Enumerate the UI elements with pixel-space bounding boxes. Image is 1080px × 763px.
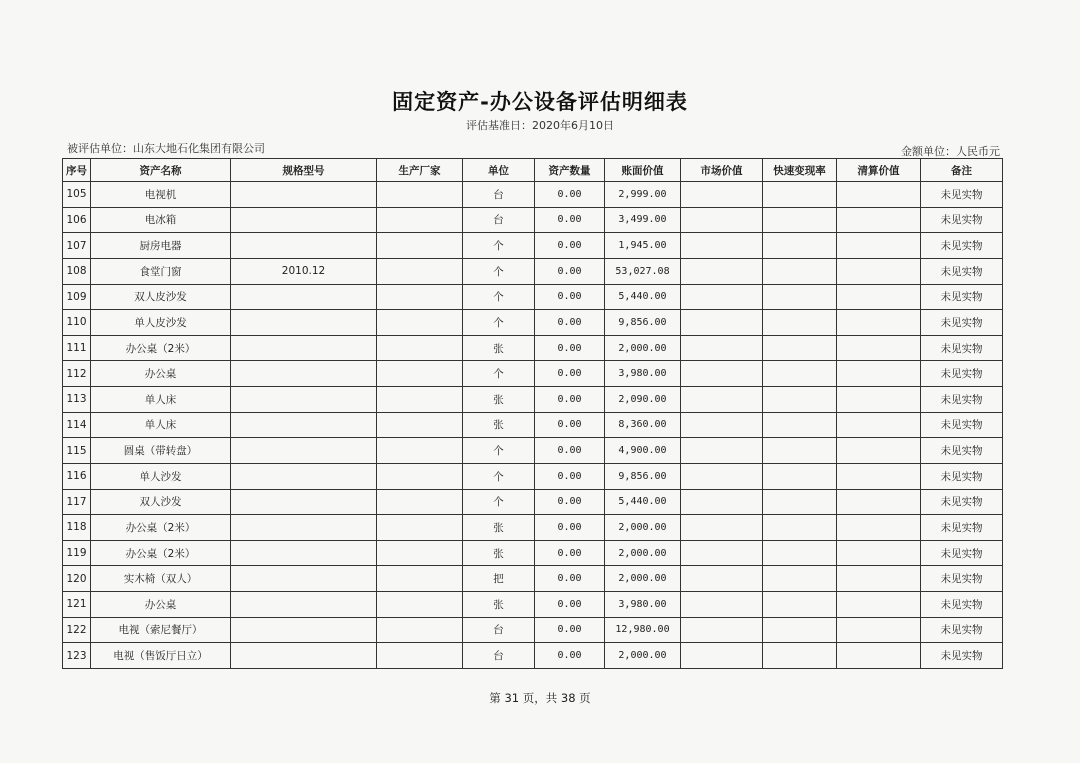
cell-liquidation-value bbox=[837, 361, 921, 387]
col-header-maker: 生产厂家 bbox=[377, 159, 463, 182]
cell-liquidation-value bbox=[837, 182, 921, 208]
cell-no: 113 bbox=[63, 387, 91, 413]
cell-remark: 未见实物 bbox=[921, 284, 1003, 310]
cell-unit: 张 bbox=[463, 335, 535, 361]
cell-unit: 台 bbox=[463, 207, 535, 233]
cell-market-value bbox=[681, 412, 763, 438]
cell-unit: 个 bbox=[463, 258, 535, 284]
cell-unit: 张 bbox=[463, 515, 535, 541]
valuation-date: 评估基准日：2020年6月10日 bbox=[466, 119, 614, 132]
cell-maker bbox=[377, 617, 463, 643]
cell-liquidation-rate bbox=[763, 592, 837, 618]
cell-name: 双人皮沙发 bbox=[91, 284, 231, 310]
cell-name: 办公桌 bbox=[91, 361, 231, 387]
cell-book-value: 3,980.00 bbox=[605, 361, 681, 387]
table-row bbox=[63, 387, 1003, 413]
cell-book-value: 2,999.00 bbox=[605, 182, 681, 208]
cell-name: 单人床 bbox=[91, 387, 231, 413]
cell-liquidation-value bbox=[837, 566, 921, 592]
cell-maker bbox=[377, 592, 463, 618]
cell-unit: 个 bbox=[463, 489, 535, 515]
cell-remark: 未见实物 bbox=[921, 515, 1003, 541]
cell-book-value: 2,000.00 bbox=[605, 566, 681, 592]
cell-book-value: 9,856.00 bbox=[605, 463, 681, 489]
table-row bbox=[63, 335, 1003, 361]
table-row bbox=[63, 361, 1003, 387]
table-row bbox=[63, 566, 1003, 592]
cell-maker bbox=[377, 463, 463, 489]
cell-unit: 个 bbox=[463, 438, 535, 464]
cell-book-value: 2,000.00 bbox=[605, 540, 681, 566]
cell-liquidation-rate bbox=[763, 284, 837, 310]
cell-liquidation-value bbox=[837, 335, 921, 361]
table-body bbox=[63, 182, 1003, 669]
cell-market-value bbox=[681, 310, 763, 336]
cell-remark: 未见实物 bbox=[921, 438, 1003, 464]
cell-qty: 0.00 bbox=[535, 463, 605, 489]
cell-liquidation-rate bbox=[763, 258, 837, 284]
cell-spec bbox=[231, 387, 377, 413]
cell-book-value: 9,856.00 bbox=[605, 310, 681, 336]
table-row bbox=[63, 284, 1003, 310]
cell-spec: 2010.12 bbox=[231, 258, 377, 284]
cell-unit: 台 bbox=[463, 643, 535, 669]
cell-spec bbox=[231, 540, 377, 566]
cell-no: 115 bbox=[63, 438, 91, 464]
cell-spec bbox=[231, 489, 377, 515]
table-row bbox=[63, 258, 1003, 284]
cell-market-value bbox=[681, 463, 763, 489]
cell-no: 116 bbox=[63, 463, 91, 489]
col-header-liquidation-value: 清算价值 bbox=[837, 159, 921, 182]
cell-no: 114 bbox=[63, 412, 91, 438]
cell-remark: 未见实物 bbox=[921, 361, 1003, 387]
cell-market-value bbox=[681, 617, 763, 643]
cell-spec bbox=[231, 233, 377, 259]
cell-liquidation-value bbox=[837, 617, 921, 643]
cell-market-value bbox=[681, 182, 763, 208]
cell-liquidation-value bbox=[837, 438, 921, 464]
cell-book-value: 8,360.00 bbox=[605, 412, 681, 438]
cell-name: 电冰箱 bbox=[91, 207, 231, 233]
cell-name: 单人皮沙发 bbox=[91, 310, 231, 336]
col-header-no: 序号 bbox=[63, 159, 91, 182]
cell-liquidation-rate bbox=[763, 361, 837, 387]
cell-market-value bbox=[681, 335, 763, 361]
cell-spec bbox=[231, 617, 377, 643]
cell-maker bbox=[377, 387, 463, 413]
asset-detail-table bbox=[62, 158, 1003, 669]
cell-unit: 把 bbox=[463, 566, 535, 592]
cell-maker bbox=[377, 284, 463, 310]
cell-unit: 台 bbox=[463, 617, 535, 643]
cell-liquidation-value bbox=[837, 463, 921, 489]
cell-book-value: 2,000.00 bbox=[605, 335, 681, 361]
cell-maker bbox=[377, 233, 463, 259]
cell-unit: 张 bbox=[463, 592, 535, 618]
cell-no: 120 bbox=[63, 566, 91, 592]
cell-qty: 0.00 bbox=[535, 515, 605, 541]
page-footer: 第 31 页，共 38 页 bbox=[489, 691, 591, 705]
cell-qty: 0.00 bbox=[535, 258, 605, 284]
cell-remark: 未见实物 bbox=[921, 463, 1003, 489]
table-row bbox=[63, 643, 1003, 669]
cell-liquidation-value bbox=[837, 284, 921, 310]
table-row bbox=[63, 233, 1003, 259]
cell-market-value bbox=[681, 643, 763, 669]
cell-qty: 0.00 bbox=[535, 233, 605, 259]
cell-unit: 个 bbox=[463, 463, 535, 489]
cell-no: 118 bbox=[63, 515, 91, 541]
cell-qty: 0.00 bbox=[535, 540, 605, 566]
cell-name: 双人沙发 bbox=[91, 489, 231, 515]
cell-qty: 0.00 bbox=[535, 182, 605, 208]
cell-remark: 未见实物 bbox=[921, 310, 1003, 336]
cell-qty: 0.00 bbox=[535, 617, 605, 643]
col-header-market-value: 市场价值 bbox=[681, 159, 763, 182]
cell-book-value: 2,000.00 bbox=[605, 643, 681, 669]
cell-maker bbox=[377, 438, 463, 464]
cell-maker bbox=[377, 566, 463, 592]
cell-spec bbox=[231, 207, 377, 233]
cell-maker bbox=[377, 489, 463, 515]
cell-spec bbox=[231, 643, 377, 669]
cell-unit: 台 bbox=[463, 182, 535, 208]
cell-book-value: 3,980.00 bbox=[605, 592, 681, 618]
cell-liquidation-rate bbox=[763, 540, 837, 566]
cell-remark: 未见实物 bbox=[921, 540, 1003, 566]
cell-liquidation-value bbox=[837, 233, 921, 259]
cell-no: 105 bbox=[63, 182, 91, 208]
cell-remark: 未见实物 bbox=[921, 182, 1003, 208]
cell-maker bbox=[377, 182, 463, 208]
cell-book-value: 2,000.00 bbox=[605, 515, 681, 541]
cell-name: 办公桌（2米） bbox=[91, 540, 231, 566]
cell-liquidation-rate bbox=[763, 643, 837, 669]
table-row bbox=[63, 489, 1003, 515]
cell-maker bbox=[377, 412, 463, 438]
cell-maker bbox=[377, 361, 463, 387]
cell-liquidation-value bbox=[837, 489, 921, 515]
cell-liquidation-value bbox=[837, 592, 921, 618]
cell-qty: 0.00 bbox=[535, 412, 605, 438]
table-row bbox=[63, 182, 1003, 208]
table-row bbox=[63, 617, 1003, 643]
cell-liquidation-value bbox=[837, 412, 921, 438]
cell-market-value bbox=[681, 540, 763, 566]
cell-name: 圆桌（带转盘） bbox=[91, 438, 231, 464]
cell-spec bbox=[231, 335, 377, 361]
table-row bbox=[63, 540, 1003, 566]
cell-market-value bbox=[681, 284, 763, 310]
cell-liquidation-rate bbox=[763, 412, 837, 438]
table-row bbox=[63, 207, 1003, 233]
cell-spec bbox=[231, 463, 377, 489]
table-row bbox=[63, 310, 1003, 336]
cell-unit: 张 bbox=[463, 540, 535, 566]
cell-no: 121 bbox=[63, 592, 91, 618]
page-title: 固定资产-办公设备评估明细表 bbox=[392, 90, 688, 114]
cell-book-value: 5,440.00 bbox=[605, 284, 681, 310]
cell-liquidation-rate bbox=[763, 335, 837, 361]
cell-book-value: 1,945.00 bbox=[605, 233, 681, 259]
cell-name: 电视机 bbox=[91, 182, 231, 208]
cell-liquidation-rate bbox=[763, 463, 837, 489]
cell-name: 食堂门窗 bbox=[91, 258, 231, 284]
cell-unit: 个 bbox=[463, 361, 535, 387]
cell-maker bbox=[377, 540, 463, 566]
cell-name: 办公桌（2米） bbox=[91, 515, 231, 541]
cell-liquidation-rate bbox=[763, 566, 837, 592]
cell-book-value: 2,090.00 bbox=[605, 387, 681, 413]
cell-name: 实木椅（双人） bbox=[91, 566, 231, 592]
cell-no: 112 bbox=[63, 361, 91, 387]
cell-no: 109 bbox=[63, 284, 91, 310]
cell-qty: 0.00 bbox=[535, 592, 605, 618]
cell-qty: 0.00 bbox=[535, 284, 605, 310]
cell-unit: 张 bbox=[463, 412, 535, 438]
currency-unit: 金额单位：人民币元 bbox=[901, 145, 1000, 158]
cell-remark: 未见实物 bbox=[921, 233, 1003, 259]
cell-remark: 未见实物 bbox=[921, 643, 1003, 669]
assessed-unit: 被评估单位：山东大地石化集团有限公司 bbox=[67, 142, 265, 155]
cell-no: 119 bbox=[63, 540, 91, 566]
cell-maker bbox=[377, 515, 463, 541]
cell-liquidation-value bbox=[837, 540, 921, 566]
cell-remark: 未见实物 bbox=[921, 489, 1003, 515]
cell-no: 117 bbox=[63, 489, 91, 515]
cell-no: 111 bbox=[63, 335, 91, 361]
cell-spec bbox=[231, 284, 377, 310]
cell-market-value bbox=[681, 515, 763, 541]
cell-unit: 个 bbox=[463, 233, 535, 259]
cell-liquidation-rate bbox=[763, 438, 837, 464]
cell-liquidation-rate bbox=[763, 310, 837, 336]
cell-qty: 0.00 bbox=[535, 310, 605, 336]
table-header-row bbox=[63, 159, 1003, 182]
cell-maker bbox=[377, 335, 463, 361]
cell-no: 123 bbox=[63, 643, 91, 669]
cell-spec bbox=[231, 361, 377, 387]
cell-liquidation-rate bbox=[763, 233, 837, 259]
cell-book-value: 12,980.00 bbox=[605, 617, 681, 643]
cell-name: 单人床 bbox=[91, 412, 231, 438]
cell-name: 办公桌（2米） bbox=[91, 335, 231, 361]
cell-qty: 0.00 bbox=[535, 438, 605, 464]
cell-market-value bbox=[681, 566, 763, 592]
cell-liquidation-value bbox=[837, 643, 921, 669]
cell-spec bbox=[231, 182, 377, 208]
cell-qty: 0.00 bbox=[535, 361, 605, 387]
cell-liquidation-value bbox=[837, 207, 921, 233]
cell-spec bbox=[231, 310, 377, 336]
col-header-qty: 资产数量 bbox=[535, 159, 605, 182]
col-header-liquidation-rate: 快速变现率 bbox=[763, 159, 837, 182]
table-row bbox=[63, 412, 1003, 438]
col-header-spec: 规格型号 bbox=[231, 159, 377, 182]
col-header-book-value: 账面价值 bbox=[605, 159, 681, 182]
cell-market-value bbox=[681, 438, 763, 464]
cell-remark: 未见实物 bbox=[921, 592, 1003, 618]
cell-no: 110 bbox=[63, 310, 91, 336]
col-header-name: 资产名称 bbox=[91, 159, 231, 182]
cell-liquidation-rate bbox=[763, 207, 837, 233]
cell-maker bbox=[377, 310, 463, 336]
cell-book-value: 53,027.08 bbox=[605, 258, 681, 284]
col-header-remark: 备注 bbox=[921, 159, 1003, 182]
cell-name: 厨房电器 bbox=[91, 233, 231, 259]
cell-liquidation-rate bbox=[763, 489, 837, 515]
table-row bbox=[63, 515, 1003, 541]
cell-no: 122 bbox=[63, 617, 91, 643]
cell-name: 办公桌 bbox=[91, 592, 231, 618]
cell-remark: 未见实物 bbox=[921, 335, 1003, 361]
cell-qty: 0.00 bbox=[535, 335, 605, 361]
cell-name: 单人沙发 bbox=[91, 463, 231, 489]
cell-liquidation-value bbox=[837, 387, 921, 413]
cell-qty: 0.00 bbox=[535, 489, 605, 515]
cell-spec bbox=[231, 412, 377, 438]
cell-market-value bbox=[681, 233, 763, 259]
table-row bbox=[63, 438, 1003, 464]
cell-liquidation-value bbox=[837, 515, 921, 541]
cell-liquidation-rate bbox=[763, 515, 837, 541]
cell-liquidation-rate bbox=[763, 387, 837, 413]
cell-remark: 未见实物 bbox=[921, 617, 1003, 643]
cell-unit: 张 bbox=[463, 387, 535, 413]
cell-liquidation-rate bbox=[763, 182, 837, 208]
cell-liquidation-value bbox=[837, 258, 921, 284]
cell-unit: 个 bbox=[463, 284, 535, 310]
col-header-unit: 单位 bbox=[463, 159, 535, 182]
cell-maker bbox=[377, 258, 463, 284]
cell-remark: 未见实物 bbox=[921, 566, 1003, 592]
cell-market-value bbox=[681, 592, 763, 618]
cell-maker bbox=[377, 643, 463, 669]
cell-remark: 未见实物 bbox=[921, 258, 1003, 284]
cell-no: 106 bbox=[63, 207, 91, 233]
table-row bbox=[63, 463, 1003, 489]
cell-name: 电视（索尼餐厅） bbox=[91, 617, 231, 643]
cell-spec bbox=[231, 566, 377, 592]
cell-book-value: 3,499.00 bbox=[605, 207, 681, 233]
cell-maker bbox=[377, 207, 463, 233]
cell-liquidation-rate bbox=[763, 617, 837, 643]
cell-book-value: 4,900.00 bbox=[605, 438, 681, 464]
cell-market-value bbox=[681, 361, 763, 387]
cell-market-value bbox=[681, 489, 763, 515]
cell-name: 电视（售饭厅日立） bbox=[91, 643, 231, 669]
cell-qty: 0.00 bbox=[535, 566, 605, 592]
cell-remark: 未见实物 bbox=[921, 207, 1003, 233]
cell-market-value bbox=[681, 387, 763, 413]
cell-remark: 未见实物 bbox=[921, 387, 1003, 413]
cell-remark: 未见实物 bbox=[921, 412, 1003, 438]
table-row bbox=[63, 592, 1003, 618]
cell-book-value: 5,440.00 bbox=[605, 489, 681, 515]
cell-spec bbox=[231, 438, 377, 464]
cell-qty: 0.00 bbox=[535, 643, 605, 669]
cell-market-value bbox=[681, 207, 763, 233]
cell-unit: 个 bbox=[463, 310, 535, 336]
cell-qty: 0.00 bbox=[535, 387, 605, 413]
cell-no: 107 bbox=[63, 233, 91, 259]
cell-liquidation-value bbox=[837, 310, 921, 336]
cell-no: 108 bbox=[63, 258, 91, 284]
cell-spec bbox=[231, 592, 377, 618]
cell-market-value bbox=[681, 258, 763, 284]
cell-spec bbox=[231, 515, 377, 541]
cell-qty: 0.00 bbox=[535, 207, 605, 233]
